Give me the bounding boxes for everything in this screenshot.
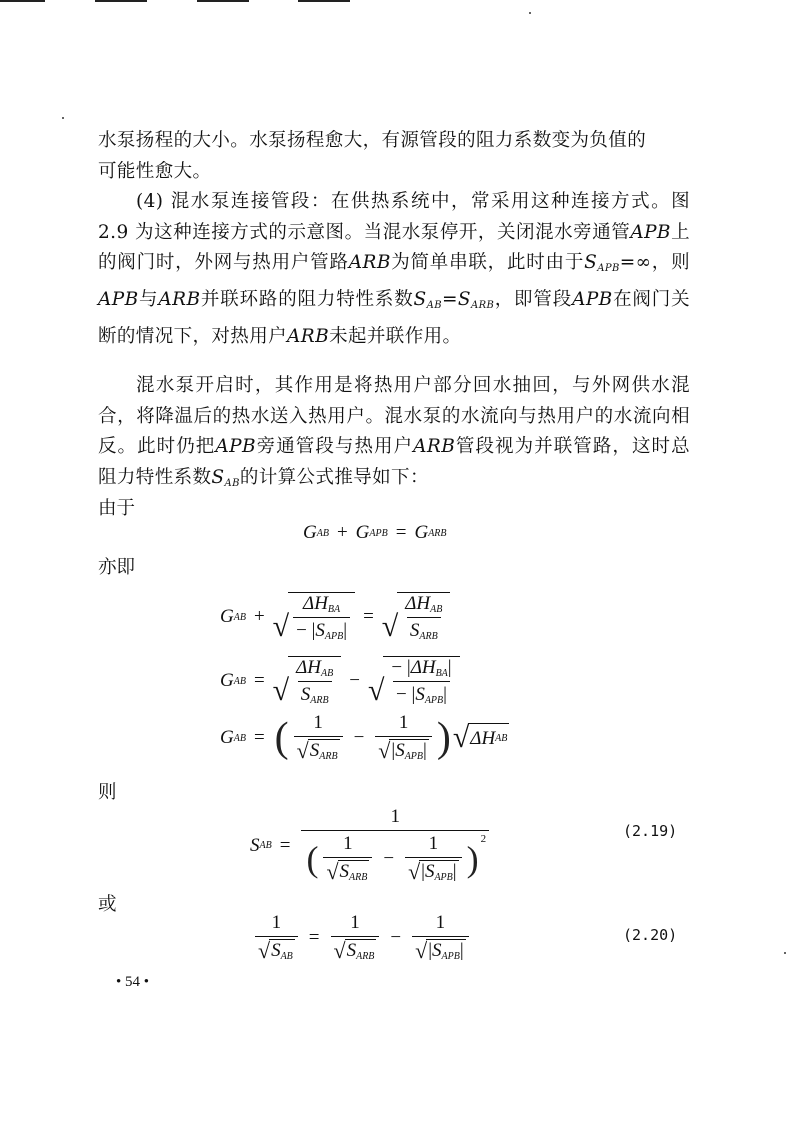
symbol-arb: ARB [287,325,330,347]
operator: + [253,606,265,627]
operator: + [336,522,348,543]
sqrt [334,939,377,962]
symbol-g: G [355,522,370,543]
subscript: APB [424,695,444,706]
sqrt [382,592,451,642]
sqrt [273,656,342,706]
numerator: 1 [271,912,282,933]
symbol-delta-h: ΔH [296,657,322,678]
subscript: ARB [319,751,338,762]
scan-speck [529,12,531,14]
text-run: 上的阀门时，外网与热用户管路 [98,221,690,274]
symbol-s: S [309,740,320,761]
equation-2-19 [250,806,492,885]
operator: = [395,522,407,543]
scan-rule [197,0,249,2]
label-that-is: 亦即 [98,557,136,578]
symbol-s: S [432,940,442,961]
text-run: ，即管段 [494,289,573,311]
exponent: 2 [480,833,487,845]
subscript: APB [597,263,620,275]
sqrt [297,739,340,762]
label-then: 则 [98,782,117,803]
subscript: APB [441,951,460,962]
subscript: ARB [310,695,329,706]
symbol-arb: ARB [348,252,391,274]
subscript: BA [435,668,448,679]
text-run: 为简单串联，此时由于 [390,252,585,274]
radical-sign-icon: √ [258,938,271,963]
sqrt [453,723,510,753]
scan-rule [95,0,147,2]
symbol-s: S [339,861,350,882]
sqrt: √ $|S_{APB}|$ [415,938,464,963]
radical-sign-icon: √ [272,674,290,707]
operator: − [349,670,360,691]
right-paren: ) [436,715,451,761]
subscript: APB [324,631,344,642]
sqrt: √ $|S_{APB}|$ [408,859,457,884]
fraction [331,912,380,964]
equation-line-1 [220,592,450,642]
text-run: (4) 混水泵连接管段：在供热系统中，常采用这种连接方式。图 2.9 为这种连接方式的示意图。当混水泵停开，关闭混水旁通管 [98,191,690,243]
label-or: 或 [98,894,117,915]
scan-rule [298,0,350,2]
subscript: ARB [419,631,438,642]
equation-line-2 [220,656,460,706]
symbol-s: S [211,467,225,489]
symbol-apb: APB [98,289,139,311]
radical-sign-icon: √ [378,738,391,763]
text-run: 并联环路的阻力特性系数 [200,289,414,311]
text-run: 未起并联作用。 [329,325,462,347]
operator: = [308,927,320,948]
subscript: AB [280,951,293,962]
sqrt [258,939,295,962]
operator: = [279,834,291,856]
symbol-s: S [300,684,311,705]
fraction [293,657,336,706]
operator: = [253,670,265,691]
right-paren: ) [466,839,479,879]
fraction: $\frac{\Delta H_{BA}}{- |S_{APB}|}$ [293,593,350,642]
symbol-g: G [220,727,234,748]
subscript: APB [434,872,453,883]
symbol-s: S [395,740,405,761]
sqrt [273,592,355,642]
paragraph-2 [98,187,690,353]
scan-speck [784,952,786,954]
subscript: AB [224,478,240,490]
symbol-apb: APB [215,436,256,458]
radical-sign-icon: √ [367,674,385,707]
radical-sign-icon: √ [272,610,290,643]
scan-speck [62,117,64,119]
equation-2-20 [252,912,472,964]
radical-sign-icon: √ [326,859,339,884]
left-paren: ( [274,715,289,761]
sqrt [326,860,369,883]
operator: − [353,727,365,748]
symbol-g: G [220,606,234,627]
operator: − [390,927,402,948]
subscript: AB [495,733,508,744]
subscript: ARB [356,951,375,962]
subscript: APB [369,527,388,539]
numerator: 1 [343,833,353,854]
symbol-delta-h: ΔH [410,657,436,678]
subscript: APB [404,751,424,762]
page-number: • 54 • [116,974,150,990]
symbol-s: S [584,252,598,274]
label-since: 由于 [98,498,136,519]
radical-sign-icon: √ [408,859,421,884]
subscript: AB [316,527,329,539]
subscript: AB [430,604,443,615]
fraction [301,806,489,885]
fraction [412,912,469,964]
subscript: ARB [428,527,447,539]
symbol-apb: APB [572,289,613,311]
symbol-s: S [315,620,325,641]
text-run: 与 [138,289,159,311]
operator: = [363,606,374,627]
operator: − [391,657,403,678]
symbol-apb: APB [630,221,671,243]
left-paren: ( [306,839,319,879]
operator: − [296,620,307,641]
symbol-delta-h: ΔH [405,593,431,614]
fraction [402,593,445,642]
numerator: 1 [435,912,446,933]
text-run: 混水泵开启时，其作用是将热用户部分回水抽回，与外网供水混合，将降温后的热水送入热用户。混水泵的水流向与热用户的水流向相反。此时仍把 [98,375,690,458]
subscript: AB [426,300,442,312]
symbol-arb: ARB [413,436,456,458]
numerator: 1 [428,833,439,854]
numerator: 1 [390,806,401,827]
radical-sign-icon: √ [452,721,470,754]
radical-sign-icon: √ [333,938,346,963]
text-run: 旁通管段与热用户 [255,436,414,458]
subscript: BA [327,604,341,615]
symbol-delta-h: ΔH [470,727,496,749]
subscript: ARB [470,300,495,312]
text-run: 的计算公式推导如下： [239,467,429,489]
subscript: ARB [349,872,368,883]
text-run: =∞，则 [619,252,690,274]
symbol-arb: ARB [158,289,201,311]
sqrt: √ $|S_{APB}|$ [378,738,427,763]
paragraph-3 [98,371,690,500]
scan-rule [0,0,45,2]
numerator: 1 [350,912,360,933]
symbol-s: S [415,684,425,705]
sqrt [368,656,460,706]
equation-number-2-19: (2.19) [623,822,678,840]
paragraph-1 [98,126,690,187]
fraction [323,833,372,885]
text-run: 在阀门关断的情况下，对热用户 [98,289,690,347]
radical-sign-icon: √ [415,938,428,963]
operator: = [253,727,265,748]
subscript: AB [321,668,334,679]
fraction: $\frac{- |\Delta H_{BA}|}{- |S_{APB}|}$ [391,657,452,706]
subscript: AB [233,732,246,744]
subscript: AB [259,840,272,851]
paragraph-1-line-2: 可能性愈大。 [98,160,212,182]
symbol-s: S [409,620,420,641]
symbol-s: S [271,940,281,961]
symbol-s: S [413,289,427,311]
text-run: 管段视为并联管路，这时总阻力特性系数 [98,436,690,489]
numerator: 1 [398,712,409,733]
radical-sign-icon: √ [381,610,399,643]
symbol-s: S [346,940,357,961]
operator: − [383,848,395,869]
symbol-g: G [414,522,429,543]
symbol-g: G [220,670,234,691]
subscript: AB [233,675,246,687]
symbol-g: G [303,522,317,543]
fraction [405,833,462,885]
subscript: AB [233,611,246,623]
fraction [375,712,432,764]
symbol-s: S [424,861,435,882]
paragraph-1-line-1: 水泵扬程的大小。水泵扬程愈大，有源管段的阻力系数变为负值的 [98,130,647,151]
operator: − [396,684,407,705]
text-run: = [442,289,458,311]
fraction [255,912,298,964]
symbol-s: S [457,289,471,311]
equation-number-2-20: (2.20) [623,926,678,944]
equation-flow-sum [303,522,447,544]
symbol-s: S [250,834,260,856]
radical-sign-icon: √ [296,738,309,763]
fraction [294,712,343,764]
equation-line-3 [220,712,509,764]
numerator: 1 [313,712,323,733]
symbol-delta-h: ΔH [303,593,328,614]
